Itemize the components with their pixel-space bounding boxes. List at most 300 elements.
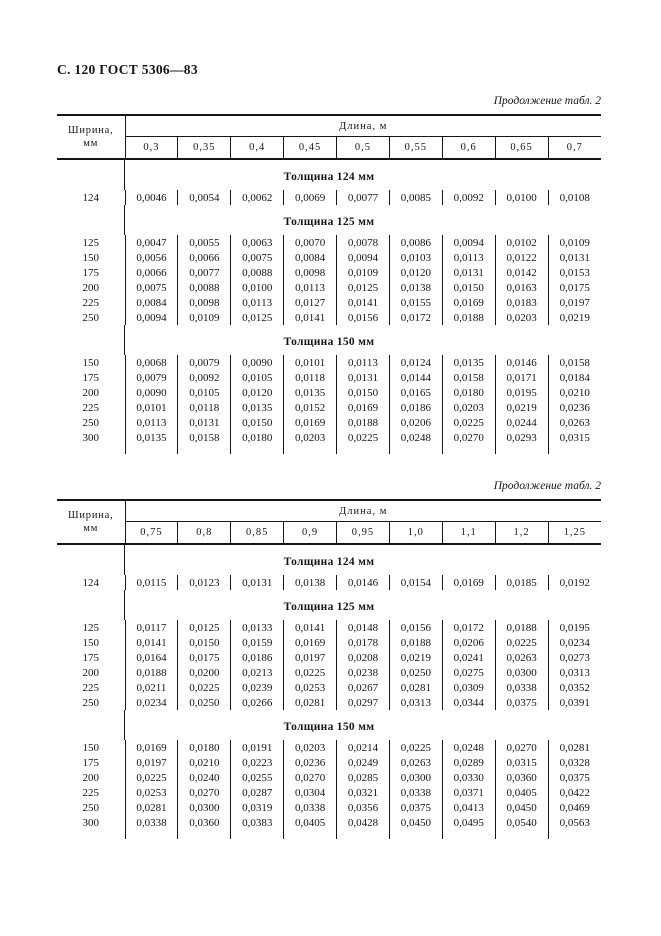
cell-value: 0,0197 <box>548 295 601 310</box>
table-row <box>57 415 601 430</box>
cell-value: 0,0275 <box>442 665 495 680</box>
cell-value: 0,0046 <box>136 191 167 204</box>
cell-value: 0,0330 <box>442 770 495 785</box>
cell-value: 0,0210 <box>178 755 231 770</box>
length-column-header: 0,7 <box>548 137 601 160</box>
cell-value: 0,0225 <box>389 740 442 755</box>
spacer-cell <box>178 445 231 454</box>
length-column-header: 0,65 <box>495 137 548 160</box>
cell-value: 0,0300 <box>178 800 231 815</box>
cell-value: 0,0304 <box>284 785 337 800</box>
cell-value: 0,0211 <box>136 681 167 694</box>
cell-value: 0,0158 <box>178 430 231 445</box>
row-width-value: 225 <box>57 295 125 310</box>
cell-value: 0,0213 <box>231 665 284 680</box>
cell-value: 0,0101 <box>284 355 337 370</box>
cell-value: 0,0088 <box>231 265 284 280</box>
table-row <box>57 650 601 665</box>
spacer-cell <box>548 830 601 839</box>
length-column-header: 0,75 <box>125 522 178 545</box>
row-width-value: 225 <box>57 680 125 695</box>
cell-value: 0,0113 <box>442 250 495 265</box>
cell-value: 0,0203 <box>495 310 548 325</box>
length-column-header: 0,4 <box>231 137 284 160</box>
cell-value: 0,0084 <box>284 250 337 265</box>
table-row <box>57 680 601 695</box>
cell-value: 0,0164 <box>136 651 167 664</box>
table-row <box>57 310 601 325</box>
cell-value: 0,0352 <box>548 680 601 695</box>
cell-value: 0,0066 <box>178 250 231 265</box>
cell-value: 0,0117 <box>136 621 167 634</box>
row-width-value: 300 <box>57 430 125 445</box>
cell-value: 0,0055 <box>178 235 231 250</box>
cell-value: 0,0135 <box>442 355 495 370</box>
cell-value: 0,0197 <box>136 756 167 769</box>
spacer-cell <box>389 830 442 839</box>
cell-value: 0,0263 <box>548 415 601 430</box>
cell-value: 0,0163 <box>495 280 548 295</box>
cell-value: 0,0287 <box>231 785 284 800</box>
cell-value: 0,0086 <box>389 235 442 250</box>
cell-value: 0,0208 <box>337 650 390 665</box>
cell-value: 0,0241 <box>442 650 495 665</box>
cell-value: 0,0109 <box>337 265 390 280</box>
cell-value: 0,0120 <box>389 265 442 280</box>
row-width-value: 300 <box>57 815 125 830</box>
cell-value: 0,0270 <box>178 785 231 800</box>
spacer-cell <box>337 445 390 454</box>
cell-value: 0,0188 <box>136 666 167 679</box>
cell-value: 0,0141 <box>284 310 337 325</box>
cell-value: 0,0270 <box>495 740 548 755</box>
thickness-section-title: Толщина 150 мм <box>57 325 601 355</box>
cell-value: 0,0125 <box>231 310 284 325</box>
cell-value: 0,0450 <box>495 800 548 815</box>
cell-value: 0,0300 <box>495 665 548 680</box>
table-row <box>57 280 601 295</box>
row-width-value: 225 <box>57 400 125 415</box>
cell-value: 0,0124 <box>389 355 442 370</box>
cell-value: 0,0172 <box>442 620 495 635</box>
cell-value: 0,0270 <box>442 430 495 445</box>
table-row <box>57 430 601 445</box>
cell-value: 0,0144 <box>389 370 442 385</box>
cell-value: 0,0266 <box>231 695 284 710</box>
length-column-header: 0,35 <box>178 137 231 160</box>
cell-value: 0,0094 <box>337 250 390 265</box>
cell-value: 0,0101 <box>136 401 167 414</box>
spacer-cell <box>389 445 442 454</box>
cell-value: 0,0383 <box>231 815 284 830</box>
cell-value: 0,0075 <box>231 250 284 265</box>
cell-value: 0,0250 <box>389 665 442 680</box>
cell-value: 0,0270 <box>284 770 337 785</box>
cell-value: 0,0203 <box>284 740 337 755</box>
cell-value: 0,0338 <box>495 680 548 695</box>
cell-value: 0,0219 <box>495 400 548 415</box>
cell-value: 0,0178 <box>337 635 390 650</box>
table-bottom-spacer <box>57 830 601 839</box>
cell-value: 0,0240 <box>178 770 231 785</box>
cell-value: 0,0375 <box>495 695 548 710</box>
cell-value: 0,0225 <box>178 680 231 695</box>
cell-value: 0,0047 <box>136 236 167 249</box>
cell-value: 0,0069 <box>284 190 337 205</box>
width-column-header: Ширина, мм <box>57 115 125 159</box>
cell-value: 0,0422 <box>548 785 601 800</box>
tables-container <box>57 95 601 839</box>
cell-value: 0,0094 <box>442 235 495 250</box>
cell-value: 0,0450 <box>389 815 442 830</box>
cell-value: 0,0186 <box>389 400 442 415</box>
row-width-value: 200 <box>57 665 125 680</box>
cell-value: 0,0135 <box>231 400 284 415</box>
cell-value: 0,0188 <box>337 415 390 430</box>
row-width-value: 200 <box>57 385 125 400</box>
cell-value: 0,0197 <box>284 650 337 665</box>
cell-value: 0,0105 <box>178 385 231 400</box>
cell-value: 0,0253 <box>284 680 337 695</box>
spacer-cell <box>231 830 284 839</box>
spacer-cell <box>442 830 495 839</box>
cell-value: 0,0319 <box>231 800 284 815</box>
cell-value: 0,0391 <box>548 695 601 710</box>
cell-value: 0,0131 <box>337 370 390 385</box>
row-width-value: 150 <box>57 635 125 650</box>
cell-value: 0,0219 <box>548 310 601 325</box>
cell-value: 0,0289 <box>442 755 495 770</box>
cell-value: 0,0068 <box>136 356 167 369</box>
table-row <box>57 755 601 770</box>
length-column-header: 1,25 <box>548 522 601 545</box>
cell-value: 0,0192 <box>548 575 601 590</box>
table-row <box>57 190 601 205</box>
cell-value: 0,0092 <box>442 190 495 205</box>
cell-value: 0,0219 <box>389 650 442 665</box>
cell-value: 0,0214 <box>337 740 390 755</box>
cell-value: 0,0413 <box>442 800 495 815</box>
cell-value: 0,0135 <box>136 431 167 444</box>
spacer-cell <box>231 445 284 454</box>
row-width-value: 200 <box>57 280 125 295</box>
cell-value: 0,0495 <box>442 815 495 830</box>
spacer-cell <box>57 830 125 839</box>
thickness-section-title: Толщина 125 мм <box>57 590 601 620</box>
cell-value: 0,0183 <box>495 295 548 310</box>
cell-value: 0,0244 <box>495 415 548 430</box>
row-width-value: 124 <box>57 575 125 590</box>
cell-value: 0,0158 <box>548 355 601 370</box>
table-caption: Продолжение табл. 2 <box>493 95 601 107</box>
spacer-cell <box>442 445 495 454</box>
cell-value: 0,0175 <box>178 650 231 665</box>
cell-value: 0,0405 <box>284 815 337 830</box>
cell-value: 0,0054 <box>178 190 231 205</box>
spacer-cell <box>495 445 548 454</box>
cell-value: 0,0405 <box>495 785 548 800</box>
cell-value: 0,0084 <box>136 296 167 309</box>
cell-value: 0,0344 <box>442 695 495 710</box>
cell-value: 0,0236 <box>548 400 601 415</box>
cell-value: 0,0077 <box>178 265 231 280</box>
cell-value: 0,0281 <box>136 801 167 814</box>
cell-value: 0,0236 <box>284 755 337 770</box>
cell-value: 0,0113 <box>337 355 390 370</box>
cell-value: 0,0186 <box>231 650 284 665</box>
cell-value: 0,0092 <box>178 370 231 385</box>
cell-value: 0,0375 <box>548 770 601 785</box>
cell-value: 0,0225 <box>442 415 495 430</box>
cell-value: 0,0122 <box>495 250 548 265</box>
cell-value: 0,0253 <box>136 786 167 799</box>
cell-value: 0,0225 <box>337 430 390 445</box>
row-width-value: 250 <box>57 415 125 430</box>
cell-value: 0,0169 <box>442 295 495 310</box>
cell-value: 0,0180 <box>178 740 231 755</box>
table-row <box>57 800 601 815</box>
table-row <box>57 665 601 680</box>
cell-value: 0,0070 <box>284 235 337 250</box>
cell-value: 0,0123 <box>178 575 231 590</box>
cell-value: 0,0146 <box>495 355 548 370</box>
cell-value: 0,0297 <box>337 695 390 710</box>
cell-value: 0,0103 <box>389 250 442 265</box>
cell-value: 0,0309 <box>442 680 495 695</box>
cell-value: 0,0225 <box>495 635 548 650</box>
table-bottom-spacer <box>57 445 601 454</box>
cell-value: 0,0056 <box>136 251 167 264</box>
cell-value: 0,0120 <box>231 385 284 400</box>
thickness-section-title: Толщина 124 мм <box>57 159 601 190</box>
table-row <box>57 355 601 370</box>
cell-value: 0,0249 <box>337 755 390 770</box>
cell-value: 0,0109 <box>178 310 231 325</box>
row-width-value: 250 <box>57 310 125 325</box>
spacer-cell <box>284 445 337 454</box>
row-width-value: 225 <box>57 785 125 800</box>
cell-value: 0,0540 <box>495 815 548 830</box>
cell-value: 0,0118 <box>284 370 337 385</box>
cell-value: 0,0203 <box>284 430 337 445</box>
length-column-header: 1,1 <box>442 522 495 545</box>
row-width-value: 124 <box>57 190 125 205</box>
row-width-value: 175 <box>57 755 125 770</box>
table-row <box>57 265 601 280</box>
cell-value: 0,0255 <box>231 770 284 785</box>
cell-value: 0,0165 <box>389 385 442 400</box>
cell-value: 0,0180 <box>231 430 284 445</box>
row-width-value: 250 <box>57 695 125 710</box>
length-column-header: 0,45 <box>284 137 337 160</box>
cell-value: 0,0098 <box>178 295 231 310</box>
cell-value: 0,0180 <box>442 385 495 400</box>
cell-value: 0,0150 <box>178 635 231 650</box>
page-header: С. 120 ГОСТ 5306—83 <box>57 62 198 77</box>
cell-value: 0,0158 <box>442 370 495 385</box>
cell-value: 0,0195 <box>495 385 548 400</box>
cell-value: 0,0169 <box>136 741 167 754</box>
cell-value: 0,0156 <box>389 620 442 635</box>
cell-value: 0,0184 <box>548 370 601 385</box>
cell-value: 0,0079 <box>178 355 231 370</box>
row-width-value: 150 <box>57 355 125 370</box>
cell-value: 0,0191 <box>231 740 284 755</box>
cell-value: 0,0356 <box>337 800 390 815</box>
cell-value: 0,0315 <box>548 430 601 445</box>
cell-value: 0,0188 <box>495 620 548 635</box>
cell-value: 0,0248 <box>389 430 442 445</box>
cell-value: 0,0239 <box>231 680 284 695</box>
length-column-header: 0,6 <box>442 137 495 160</box>
cell-value: 0,0281 <box>284 695 337 710</box>
cell-value: 0,0150 <box>442 280 495 295</box>
cell-value: 0,0088 <box>178 280 231 295</box>
cell-value: 0,0138 <box>284 575 337 590</box>
cell-value: 0,0131 <box>178 415 231 430</box>
cell-value: 0,0281 <box>548 740 601 755</box>
cell-value: 0,0115 <box>136 576 167 589</box>
cell-value: 0,0133 <box>231 620 284 635</box>
cell-value: 0,0150 <box>337 385 390 400</box>
table-row <box>57 815 601 830</box>
cell-value: 0,0075 <box>136 281 167 294</box>
cell-value: 0,0062 <box>231 190 284 205</box>
cell-value: 0,0206 <box>442 635 495 650</box>
cell-value: 0,0066 <box>136 266 167 279</box>
row-width-value: 125 <box>57 235 125 250</box>
cell-value: 0,0188 <box>442 310 495 325</box>
cell-value: 0,0169 <box>337 400 390 415</box>
length-column-header: 1,0 <box>389 522 442 545</box>
cell-value: 0,0338 <box>136 816 167 829</box>
table-row <box>57 785 601 800</box>
cell-value: 0,0141 <box>337 295 390 310</box>
length-column-header: 0,85 <box>231 522 284 545</box>
row-width-value: 200 <box>57 770 125 785</box>
cell-value: 0,0188 <box>389 635 442 650</box>
length-column-header: 0,95 <box>337 522 390 545</box>
cell-value: 0,0108 <box>548 190 601 205</box>
cell-value: 0,0321 <box>337 785 390 800</box>
row-width-value: 150 <box>57 740 125 755</box>
cell-value: 0,0141 <box>136 636 167 649</box>
cell-value: 0,0360 <box>178 815 231 830</box>
data-table <box>57 114 601 454</box>
cell-value: 0,0328 <box>548 755 601 770</box>
table-row <box>57 250 601 265</box>
length-header: Длина, м <box>125 115 601 137</box>
cell-value: 0,0281 <box>389 680 442 695</box>
cell-value: 0,0234 <box>548 635 601 650</box>
thickness-section-title: Толщина 124 мм <box>57 544 601 575</box>
cell-value: 0,0155 <box>389 295 442 310</box>
length-column-header: 0,9 <box>284 522 337 545</box>
length-column-header: 0,55 <box>389 137 442 160</box>
cell-value: 0,0267 <box>337 680 390 695</box>
cell-value: 0,0131 <box>548 250 601 265</box>
cell-value: 0,0195 <box>548 620 601 635</box>
cell-value: 0,0100 <box>495 190 548 205</box>
cell-value: 0,0154 <box>389 575 442 590</box>
cell-value: 0,0085 <box>389 190 442 205</box>
row-width-value: 250 <box>57 800 125 815</box>
cell-value: 0,0148 <box>337 620 390 635</box>
row-width-value: 175 <box>57 370 125 385</box>
table-row <box>57 740 601 755</box>
spacer-cell <box>125 830 178 839</box>
cell-value: 0,0338 <box>389 785 442 800</box>
cell-value: 0,0203 <box>442 400 495 415</box>
cell-value: 0,0338 <box>284 800 337 815</box>
cell-value: 0,0078 <box>337 235 390 250</box>
table-row <box>57 620 601 635</box>
spacer-cell <box>548 445 601 454</box>
cell-value: 0,0171 <box>495 370 548 385</box>
cell-value: 0,0109 <box>548 235 601 250</box>
cell-value: 0,0313 <box>548 665 601 680</box>
thickness-section-title: Толщина 150 мм <box>57 710 601 740</box>
cell-value: 0,0285 <box>337 770 390 785</box>
cell-value: 0,0273 <box>548 650 601 665</box>
cell-value: 0,0113 <box>136 416 167 429</box>
cell-value: 0,0113 <box>284 280 337 295</box>
cell-value: 0,0169 <box>284 415 337 430</box>
table-row <box>57 695 601 710</box>
data-table <box>57 499 601 839</box>
cell-value: 0,0248 <box>442 740 495 755</box>
cell-value: 0,0156 <box>337 310 390 325</box>
cell-value: 0,0105 <box>231 370 284 385</box>
cell-value: 0,0090 <box>231 355 284 370</box>
cell-value: 0,0118 <box>178 400 231 415</box>
cell-value: 0,0263 <box>389 755 442 770</box>
cell-value: 0,0313 <box>389 695 442 710</box>
cell-value: 0,0063 <box>231 235 284 250</box>
cell-value: 0,0159 <box>231 635 284 650</box>
cell-value: 0,0206 <box>389 415 442 430</box>
cell-value: 0,0152 <box>284 400 337 415</box>
table-row <box>57 295 601 310</box>
cell-value: 0,0131 <box>442 265 495 280</box>
cell-value: 0,0315 <box>495 755 548 770</box>
cell-value: 0,0563 <box>548 815 601 830</box>
cell-value: 0,0234 <box>136 696 167 709</box>
table-row <box>57 235 601 250</box>
row-width-value: 175 <box>57 650 125 665</box>
cell-value: 0,0125 <box>337 280 390 295</box>
thickness-section-title: Толщина 125 мм <box>57 205 601 235</box>
cell-value: 0,0360 <box>495 770 548 785</box>
cell-value: 0,0141 <box>284 620 337 635</box>
cell-value: 0,0210 <box>548 385 601 400</box>
length-column-header: 0,3 <box>125 137 178 160</box>
table-row <box>57 635 601 650</box>
table-caption: Продолжение табл. 2 <box>493 480 601 492</box>
cell-value: 0,0077 <box>337 190 390 205</box>
length-header: Длина, м <box>125 500 601 522</box>
row-width-value: 125 <box>57 620 125 635</box>
length-column-header: 1,2 <box>495 522 548 545</box>
cell-value: 0,0300 <box>389 770 442 785</box>
cell-value: 0,0100 <box>231 280 284 295</box>
cell-value: 0,0153 <box>548 265 601 280</box>
cell-value: 0,0169 <box>442 575 495 590</box>
spacer-cell <box>284 830 337 839</box>
cell-value: 0,0146 <box>337 575 390 590</box>
table-row <box>57 770 601 785</box>
table-row <box>57 385 601 400</box>
